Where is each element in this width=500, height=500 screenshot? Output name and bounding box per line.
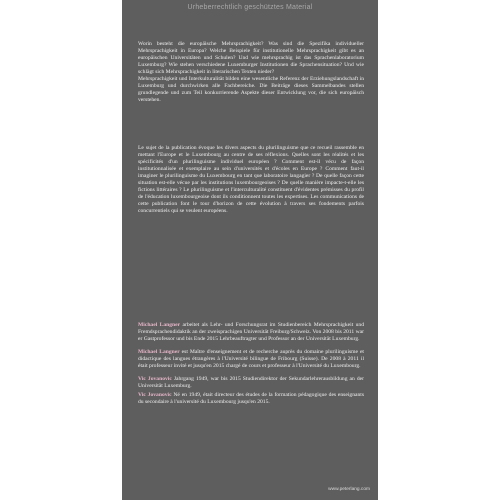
author-bio-text: est Maître d'enseignement et de recherche auprès du domaine plurilinguisme et didactique des langues étrangères à l'Université bilingue de Fribourg (Suisse). De 2008 à 2011 il était professeur invité et jusqu'en 2015 chargé de cours et professeur à l'Université du Luxembourg. [138, 349, 364, 370]
author-bio-text: arbeitet als Lehr- und Forschungsrat im Studienbereich Mehrsprachigkeit und Fremdsprachendidaktik an der zweisprachigen Universität Freiburg/Schweiz. Von 2008 bis 2011 war er Gastprofessor und bis Ende 2015 Lehrbeauftragter und Professor an der Universität Luxemburg. [138, 322, 364, 343]
author-bio [138, 376, 364, 390]
french-blurb-paragraph-1: Le sujet de la publication évoque les divers aspects du plurilinguisme que ce recueil rassemble en mettant l'Europe et le Luxembourg au centre de ses réflexions. Quelles sont les réalités et les spécificités d'un plurilinguisme individuel européen ? Comment est-il vécu de façon institutionnalisée et exemplaire au sein d'universités et d'écoles en Europe ? Comment faut-il imaginer le plurilinguisme du Luxembourg en tant que laboratoire langagier ? De quelle façon cette situation est-elle vécue par les institutions luxembourgeoises ? De quelle manière impacte-t-elle les fictions littéraires ? Le plurilinguisme et l'interculturalité constituent d'évidentes prémisses du profil de l'éducation luxembourgeoise dont ils conditionnent toutes les expertises. Les communications de cette publication font le tour d'horizon de cette évolution à travers ses fondements parfois concurrentiels qui se veulent européens. [138, 145, 364, 215]
german-blurb-paragraph-1: Worin besteht die europäische Mehrsprachigkeit? Was sind die Spezifika individueller Mehrsprachigkeit in Europa? Welche Beispiele für institutionelle Mehrsprachigkeit gibt es an europäischen Universitäten und Schulen? Und wie mehrsprachig ist das Sprachenlaboratorium Luxemburg? Wie stehen verschiedene Luxemburger Institutionen die Sprachensituation? Und wie schlägt sich Mehrsprachigkeit in literarischen Texten nieder? [138, 41, 364, 76]
copyright-watermark: Urheberrechtlich geschütztes Material [187, 4, 313, 11]
author-name: Vic Jovanovic [138, 392, 172, 399]
author-bio-text: Jahrgang 1949, war bis 2015 Studiendirektor der Sekundarlehrerausbildung an der Universität Luxemburg. [138, 376, 364, 390]
author-name: Michael Langner [138, 322, 181, 328]
french-blurb [138, 145, 364, 215]
author-bio [138, 322, 364, 343]
book-back-cover [122, 0, 378, 500]
author-bios [138, 322, 364, 412]
german-blurb-paragraph-2: Mehrsprachigkeit und Interkulturalität bilden eine wesentliche Referenz der Erziehungslandschaft in Luxemburg und durchwirken alle Fachbereiche. Die Beiträge dieses Sammelbandes stellen grundlegende und zum Teil konkurrierende Aspekte dieser Entwicklung vor, die sich europäisch verstehen. [138, 76, 364, 104]
author-name: Vic Jovanovic [138, 376, 172, 383]
author-bio [138, 349, 364, 370]
author-bio-text: Né en 1949, était directeur des études de la formation pédagogique des enseignants du secondaire à l'université du Luxembourg jusqu'en 2015. [138, 392, 364, 406]
author-bio [138, 392, 364, 406]
german-blurb [138, 41, 364, 104]
author-name: Michael Langner [138, 349, 180, 356]
publisher-url: www.peterlang.com [328, 487, 370, 492]
